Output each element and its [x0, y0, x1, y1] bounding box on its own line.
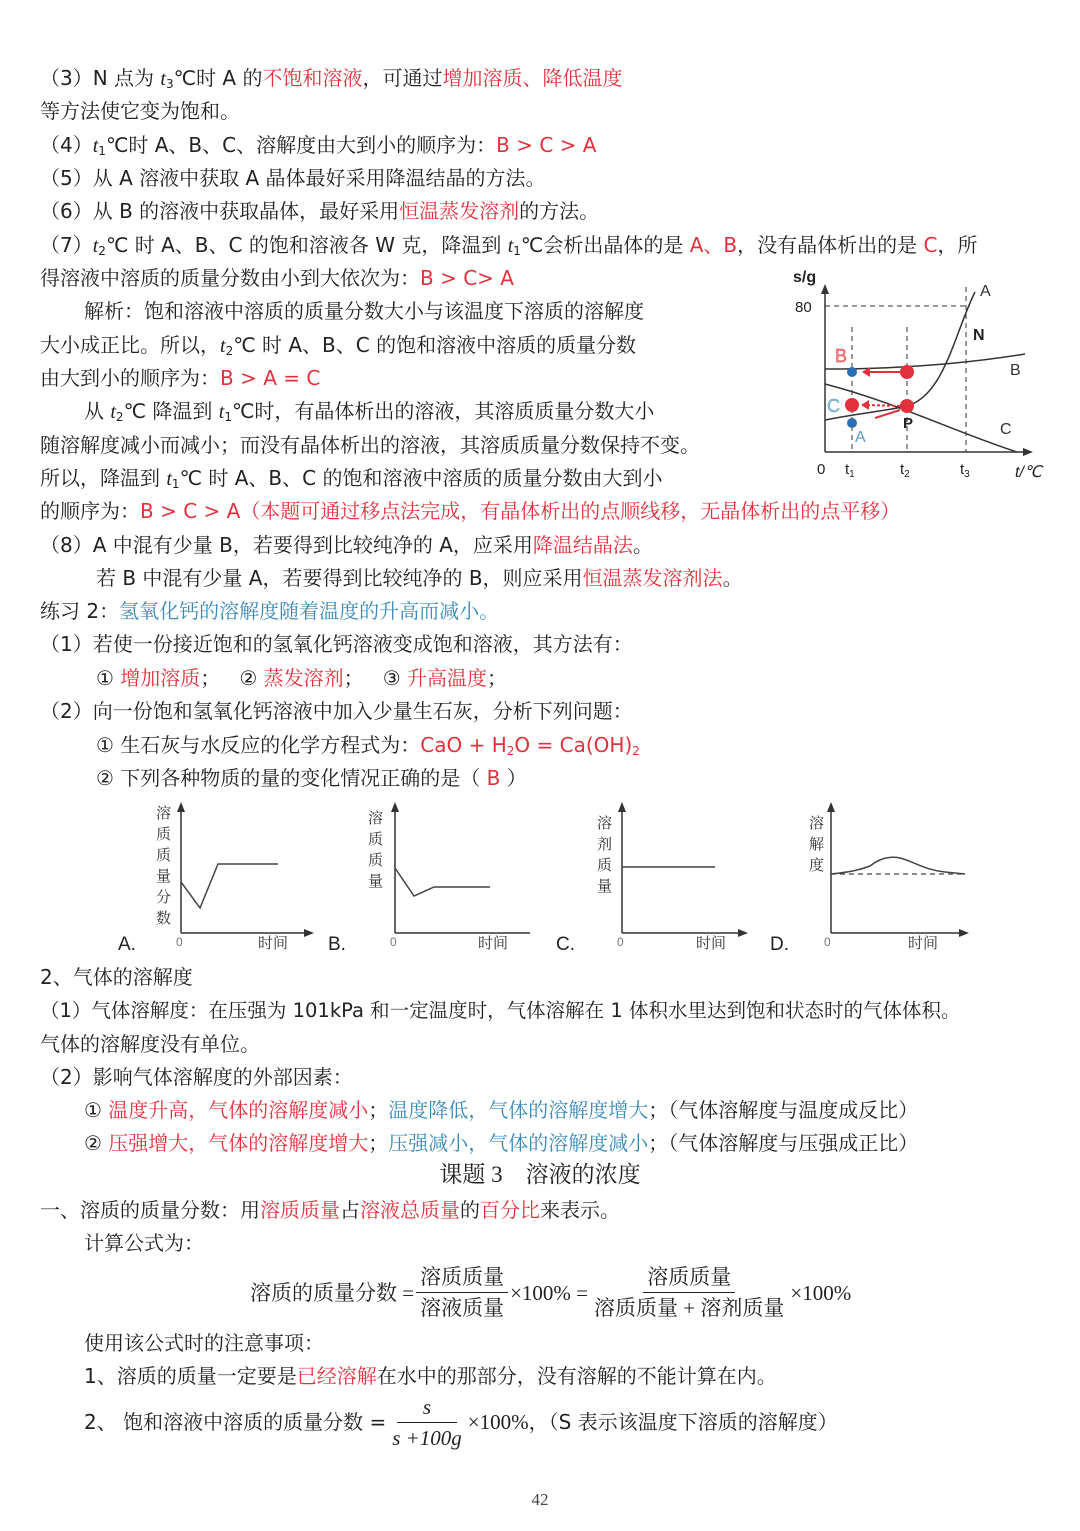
exercise-2-q2: （2）向一份饱和氢氧化钙溶液中加入少量生石灰，分析下列问题：	[40, 699, 633, 723]
svg-text:t/℃: t/℃	[1015, 464, 1042, 481]
svg-text:量: 量	[156, 867, 172, 885]
svg-text:时间: 时间	[478, 934, 509, 952]
fraction-1: $\frac{\text{溶质质量}}{\text{溶液质量}}$	[416, 1264, 508, 1321]
svg-text:A: A	[855, 429, 866, 446]
answer: B	[486, 766, 501, 790]
saturated-fraction: $\frac{s}{s +100g}$	[392, 1394, 462, 1450]
question-5: （5）从 A 溶液中获取 A 晶体最好采用降温结晶的方法。	[40, 166, 546, 190]
gas-solubility-definition-2: 气体的溶解度没有单位。	[40, 1032, 260, 1056]
factor-pressure: ② 压强增大，气体的溶解度增大；压强减小，气体的溶解度减小；（气体溶解度与压强成正比）	[84, 1131, 919, 1155]
exercise-2-q2-2: ② 下列各种物质的量的变化情况正确的是（ B ）	[96, 766, 527, 790]
option-b-graph	[320, 798, 530, 958]
note-2: 2、 饱和溶液中溶质的质量分数 = $\frac{s}{s +100g}$ ×100% ，（S 表示该温度下溶质的溶解度）	[84, 1394, 838, 1450]
question-7-line2: 得溶液中溶质的质量分数由小到大依次为：B > C> A	[40, 266, 514, 290]
svg-text:度: 度	[809, 856, 825, 874]
analysis-line-5: 随溶解度减小而减小；而没有晶体析出的溶液，其溶质质量分数保持不变。	[40, 433, 700, 457]
analysis-line-4: 从 $t_2℃$ 降温到 $t_1℃$时，有晶体析出的溶液，其溶质质量分数大小	[84, 399, 655, 424]
exercise-2-q2-1: ① 生石灰与水反应的化学方程式为：CaO + $H_2O = Ca(OH)_2$	[96, 733, 640, 758]
svg-text:t1: $t_1$	[845, 461, 855, 480]
svg-text:A: A	[980, 283, 991, 300]
svg-text:t3: $t_3$	[960, 461, 970, 480]
mass-fraction-formula: 溶质的质量分数 = $\frac{\text{溶质质量}}{\text{溶液质量}}$ ×100% = $\frac{\text{溶质质量}}{\text{溶质质量 + 溶剂质量}}$ ×100%	[250, 1265, 852, 1320]
svg-text:0: 0	[176, 935, 183, 949]
svg-text:溶: 溶	[156, 804, 172, 822]
svg-text:s/g: s/g	[793, 269, 817, 286]
option-c-graph	[548, 798, 758, 958]
question-4: $(4)t_1℃$时 A、B、C、溶解度由大到小的顺序为：B > C > A	[40, 133, 597, 158]
svg-text:时间: 时间	[258, 934, 289, 952]
analysis-line-7: 的顺序为：B > C > A（本题可通过移点法完成，有晶体析出的点顺线移，无晶体析出的点平移）	[40, 499, 901, 523]
svg-text:量: 量	[368, 872, 384, 890]
exercise-2: 练习 2：氢氧化钙的溶解度随着温度的升高而减小。	[40, 599, 500, 623]
svg-text:B.: B.	[328, 934, 346, 955]
svg-text:D.: D.	[770, 934, 789, 955]
formula-label: 计算公式为：	[84, 1231, 204, 1255]
svg-text:溶: 溶	[597, 814, 613, 832]
svg-text:溶: 溶	[809, 814, 825, 832]
option-a-graph	[110, 798, 320, 958]
svg-text:剂: 剂	[597, 835, 613, 853]
svg-text:解: 解	[809, 835, 825, 853]
svg-text:C.: C.	[556, 934, 575, 955]
svg-text:质: 质	[156, 825, 172, 843]
svg-text:N: N	[973, 327, 985, 344]
svg-text:质: 质	[368, 851, 384, 869]
exercise-2-q1: （1）若使一份接近饱和的氢氧化钙溶液变成饱和溶液，其方法有：	[40, 632, 633, 656]
question-3-continued: 等方法使它变为饱和。	[40, 99, 240, 123]
svg-text:时间: 时间	[908, 934, 939, 952]
svg-text:0: 0	[390, 935, 397, 949]
question-8-line2: 若 B 中混有少量 A，若要得到比较纯净的 B，则应采用恒温蒸发溶剂法。	[96, 566, 743, 590]
highlight-answer: 不饱和溶液	[262, 66, 363, 90]
lesson-title: 课题 3 溶液的浓度	[439, 1162, 641, 1187]
answer: B > C > A	[496, 133, 597, 157]
analysis-line-2: 大小成正比。所以，$t_2℃$ 时 A、B、C 的饱和溶液中溶质的质量分数	[40, 333, 637, 358]
svg-text:分: 分	[156, 888, 172, 906]
svg-text:溶: 溶	[368, 809, 384, 827]
svg-text:0: 0	[617, 935, 624, 949]
analysis-line-6: 所以，降温到 $t_1℃$ 时 A、B、C 的饱和溶液中溶质的质量分数由大到小	[40, 466, 663, 491]
svg-text:质: 质	[597, 856, 613, 874]
solubility-curve-graph	[785, 262, 1065, 487]
option-d-graph	[765, 798, 980, 958]
svg-text:80: 80	[795, 299, 812, 316]
svg-text:0: 0	[817, 461, 826, 478]
factor-temperature: ① 温度升高，气体的溶解度减小；温度降低，气体的溶解度增大；（气体溶解度与温度成反比）	[84, 1098, 919, 1122]
gas-solubility-definition: （1）气体溶解度：在压强为 101kPa 和一定温度时，气体溶解在 1 体积水里达到饱和状态时的气体体积。	[40, 999, 961, 1022]
question-8: （8）A 中混有少量 B，若要得到比较纯净的 A，应采用降温结晶法。	[40, 533, 653, 557]
svg-text:量: 量	[597, 877, 613, 895]
svg-text:B: B	[1010, 362, 1021, 379]
svg-text:t2: $t_2$	[900, 461, 910, 480]
section-heading-gas-solubility: 2、气体的溶解度	[40, 965, 193, 989]
svg-text:C: C	[1000, 421, 1012, 438]
svg-text:质: 质	[156, 846, 172, 864]
svg-text:C: C	[827, 396, 840, 416]
analysis-line-1: 解析：饱和溶液中溶质的质量分数大小与该温度下溶质的溶解度	[84, 299, 644, 323]
fraction-2: $\frac{\text{溶质质量}}{\text{溶质质量 + 溶剂质量}}$	[594, 1265, 785, 1320]
svg-text:时间: 时间	[696, 934, 727, 952]
answer: 恒温蒸发溶剂	[399, 199, 520, 223]
svg-text:B: B	[835, 346, 848, 366]
gas-solubility-factors: （2）影响气体溶解度的外部因素：	[40, 1065, 353, 1089]
notes-title: 使用该公式时的注意事项：	[84, 1331, 324, 1355]
page-number: 42	[531, 1490, 549, 1509]
mass-fraction-definition: 一、溶质的质量分数：用溶质质量占溶液总质量的百分比来表示。	[40, 1198, 620, 1222]
note-1: 1、溶质的质量一定要是已经溶解在水中的那部分，没有溶解的不能计算在内。	[84, 1364, 777, 1388]
highlight-answer: 增加溶质、降低温度	[442, 66, 623, 90]
svg-text:P: P	[903, 415, 914, 432]
analysis-line-3: 由大到小的顺序为：B > A = C	[40, 366, 321, 390]
chemical-equation: CaO + $H_2O = Ca(OH)_2$	[420, 733, 640, 758]
svg-text:质: 质	[368, 830, 384, 848]
answer: B > C> A	[420, 266, 514, 290]
question-7: $(7)t_2℃$ 时 A、B、C 的饱和溶液各 W 克，降温到 $t_1℃$会析出晶体的是 A、B，没有晶体析出的是 C，所	[40, 233, 978, 258]
question-3: （3）N 点为 $t_3℃$时 A 的不饱和溶液，可通过增加溶质、降低温度	[40, 66, 623, 91]
svg-text:0: 0	[824, 935, 831, 949]
exercise-2-q1-options: ① 增加溶质； ② 蒸发溶剂； ③ 升高温度；	[96, 666, 508, 690]
svg-text:数: 数	[156, 909, 172, 927]
svg-text:A.: A.	[118, 934, 136, 955]
question-6: （6）从 B 的溶液中获取晶体，最好采用恒温蒸发溶剂的方法。	[40, 199, 600, 223]
